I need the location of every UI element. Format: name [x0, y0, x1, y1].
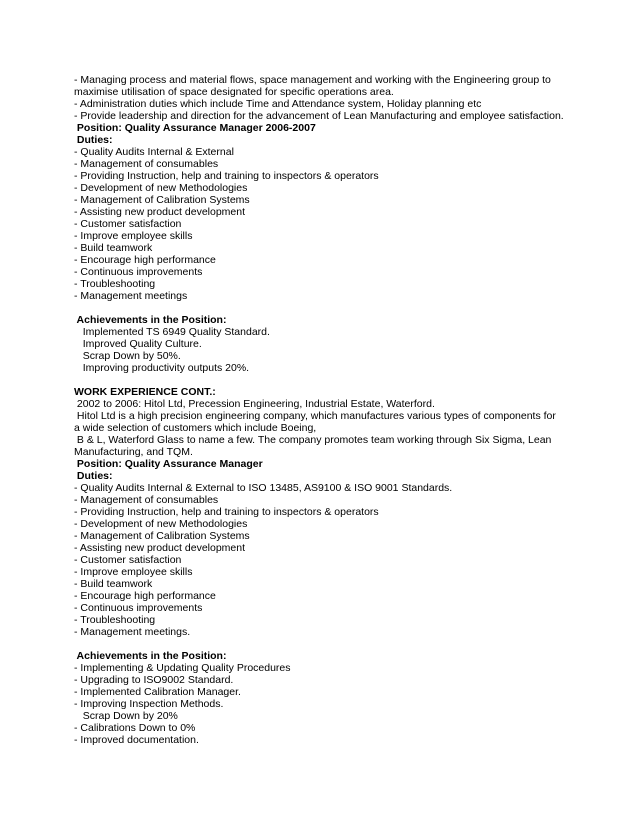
text-line: Hitol Ltd is a high precision engineering company, which manufactures various types of components for [74, 410, 556, 422]
work-description [74, 398, 574, 458]
spacer [74, 638, 574, 650]
list-item: - Encourage high performance [74, 254, 216, 266]
text-line: 2002 to 2006: Hitol Ltd, Precession Engineering, Industrial Estate, Waterford. [74, 398, 435, 410]
list-item: - Customer satisfaction [74, 218, 182, 230]
list-item: - Quality Audits Internal & External to ISO 13485, AS9100 & ISO 9001 Standards. [74, 482, 453, 494]
list-item: Improving productivity outputs 20%. [74, 362, 250, 374]
list-item: Improved Quality Culture. [74, 338, 202, 350]
list-item: - Continuous improvements [74, 266, 203, 278]
position-heading: Position: Quality Assurance Manager 2006-2007 [74, 122, 316, 134]
list-item: - Improving Inspection Methods. [74, 698, 224, 710]
text-line: Manufacturing, and TQM. [74, 446, 193, 458]
list-item: - Customer satisfaction [74, 554, 182, 566]
spacer [74, 302, 574, 314]
achievements-heading: Achievements in the Position: [74, 314, 227, 326]
duties-heading: Duties: [74, 134, 113, 146]
duties-heading: Duties: [74, 470, 113, 482]
document-page [74, 74, 574, 746]
list-item: - Development of new Methodologies [74, 182, 248, 194]
duties-list [74, 482, 574, 638]
list-item: - Management of consumables [74, 494, 219, 506]
achievements-list [74, 326, 574, 374]
list-item: - Implementing & Updating Quality Procedures [74, 662, 291, 674]
list-item: - Implemented Calibration Manager. [74, 686, 241, 698]
list-item: Implemented TS 6949 Quality Standard. [74, 326, 270, 338]
list-item: - Development of new Methodologies [74, 518, 248, 530]
list-item: - Improved documentation. [74, 734, 199, 746]
text-line: - Provide leadership and direction for the advancement of Lean Manufacturing and employee satisfaction. [74, 110, 564, 122]
list-item: - Quality Audits Internal & External [74, 146, 234, 158]
list-item: Scrap Down by 50%. [74, 350, 181, 362]
list-item: - Providing Instruction, help and training to inspectors & operators [74, 506, 379, 518]
list-item: - Improve employee skills [74, 566, 193, 578]
list-item: - Encourage high performance [74, 590, 216, 602]
list-item: - Providing Instruction, help and training to inspectors & operators [74, 170, 379, 182]
spacer [74, 374, 574, 386]
position-heading: Position: Quality Assurance Manager [74, 458, 263, 470]
list-item: - Improve employee skills [74, 230, 193, 242]
list-item: - Assisting new product development [74, 206, 246, 218]
list-item: - Assisting new product development [74, 542, 246, 554]
list-item: - Build teamwork [74, 578, 153, 590]
text-line: - Administration duties which include Time and Attendance system, Holiday planning etc [74, 98, 482, 110]
list-item: Scrap Down by 20% [74, 710, 178, 722]
list-item: - Calibrations Down to 0% [74, 722, 196, 734]
section-heading: WORK EXPERIENCE CONT.: [74, 386, 216, 398]
achievements-heading: Achievements in the Position: [74, 650, 227, 662]
list-item: - Management of Calibration Systems [74, 530, 250, 542]
list-item: - Continuous improvements [74, 602, 203, 614]
text-line: a wide selection of customers which include Boeing, [74, 422, 317, 434]
list-item: - Management meetings. [74, 626, 191, 638]
intro-block [74, 74, 574, 122]
list-item: - Troubleshooting [74, 278, 156, 290]
text-line: maximise utilisation of space designated for specific operations area. [74, 86, 394, 98]
list-item: - Management of Calibration Systems [74, 194, 250, 206]
list-item: - Build teamwork [74, 242, 153, 254]
list-item: - Troubleshooting [74, 614, 156, 626]
list-item: - Management of consumables [74, 158, 219, 170]
duties-list [74, 146, 574, 302]
achievements-list [74, 662, 574, 746]
list-item: - Upgrading to ISO9002 Standard. [74, 674, 234, 686]
text-line: - Managing process and material flows, space management and working with the Engineering group to [74, 74, 551, 86]
list-item: - Management meetings [74, 290, 188, 302]
text-line: B & L, Waterford Glass to name a few. The company promotes team working through Six Sigma, Lean [74, 434, 552, 446]
